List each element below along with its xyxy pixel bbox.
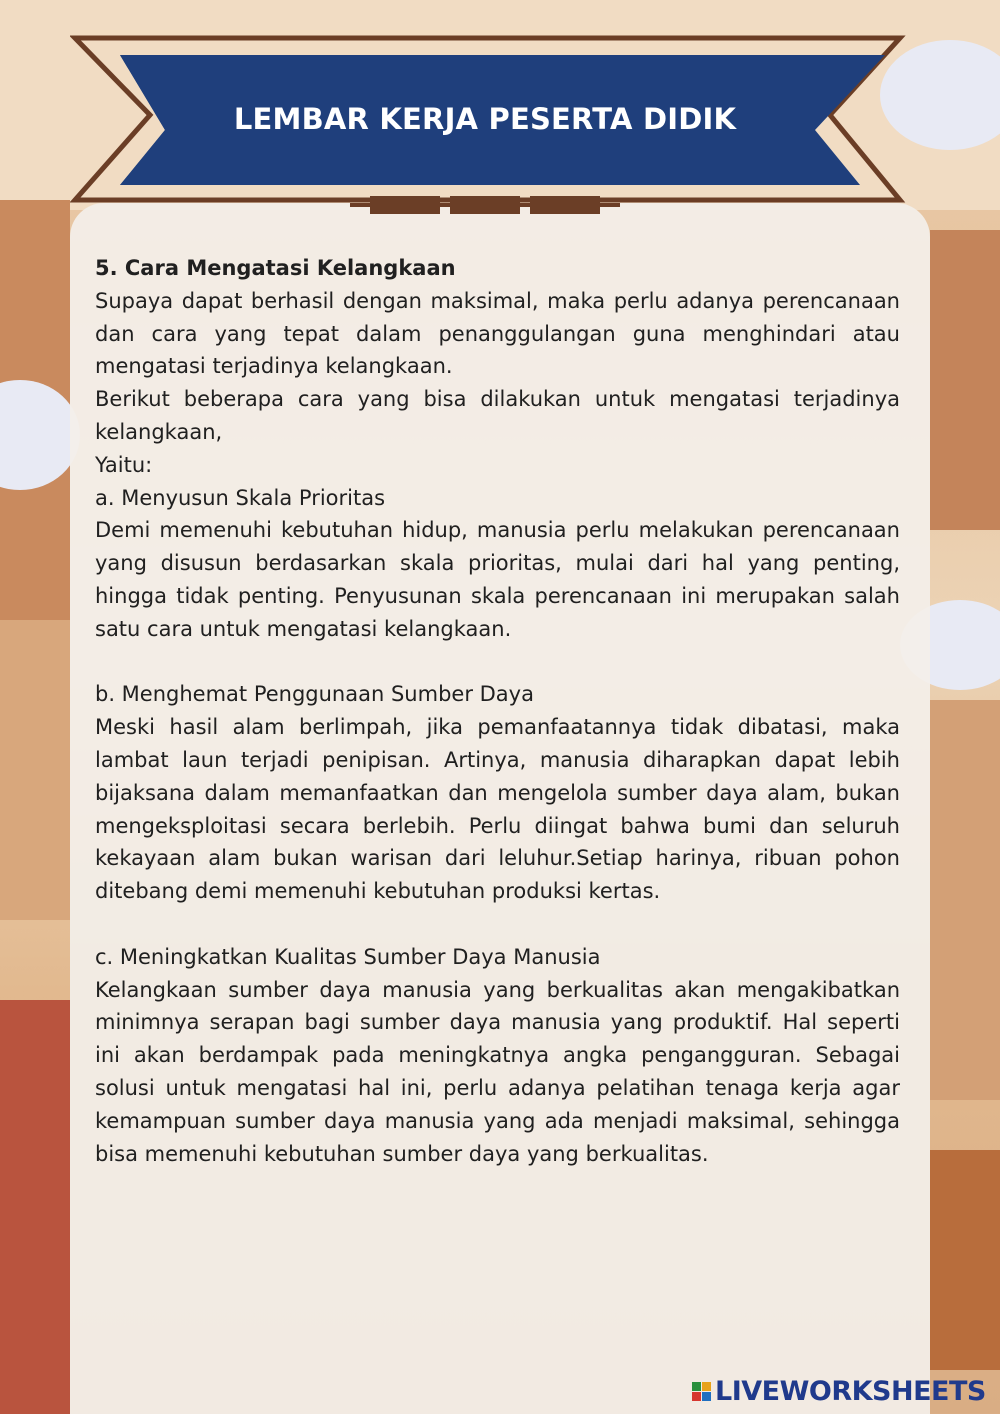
intro-paragraph: Supaya dapat berhasil dengan maksimal, maka perlu adanya perencanaan dan cara yang tepat dalam penanggulangan guna menghindari atau mengatasi terjadinya kelangkaan. (95, 288, 900, 379)
yaitu-label: Yaitu: (95, 452, 153, 477)
title-banner (70, 30, 930, 220)
lead-paragraph: Berikut beberapa cara yang bisa dilakukan untuk mengatasi terjadinya kelangkaan, (95, 387, 900, 444)
background-figure-left (0, 1000, 70, 1414)
subsection-title-c: c. Meningkatkan Kualitas Sumber Daya Manusia (95, 944, 601, 969)
subsection-title-a: a. Menyusun Skala Prioritas (95, 485, 386, 510)
subsection-body-a: Demi memenuhi kebutuhan hidup, manusia perlu melakukan perencanaan yang disusun berdasarkan skala prioritas, mulai dari hal yang penting, hingga tidak penting. Penyusunan skala perencanaan ini merupakan salah satu cara untuk mengatasi kelangkaan. (95, 518, 900, 641)
liveworksheets-brand-text: LIVEWORKSHEETS (715, 1375, 986, 1407)
section-heading: 5. Cara Mengatasi Kelangkaan (95, 256, 456, 280)
worksheet-content (95, 252, 900, 1170)
background-building-right (930, 230, 1000, 530)
paragraph-spacer (95, 646, 900, 679)
subsection-title-b: b. Menghemat Penggunaan Sumber Daya (95, 682, 534, 707)
background-stall-right (930, 1150, 1000, 1370)
paragraph-spacer (95, 908, 900, 941)
background-building-right-lower (930, 700, 1000, 1100)
liveworksheets-logo-icon (692, 1382, 711, 1401)
background-building-left-lower (0, 620, 70, 920)
subsection-body-c: Kelangkaan sumber daya manusia yang berkualitas akan mengakibatkan minimnya serapan bagi sumber daya manusia yang produktif. Hal seperti ini akan berdampak pada meningkatnya angka pengangguran. Sebagai solusi untuk mengatasi hal ini, perlu adanya pelatihan tenaga kerja agar kemampuan sumber daya manusia yang ada menjadi maksimal, sehingga bisa memenuhi kebutuhan sumber daya yang berkualitas. (95, 977, 900, 1166)
banner-title: LEMBAR KERJA PESERTA DIDIK (233, 102, 737, 136)
liveworksheets-logo[interactable] (692, 1375, 986, 1407)
subsection-body-b: Meski hasil alam berlimpah, jika pemanfaatannya tidak dibatasi, maka lambat laun terjadi penipisan. Artinya, manusia diharapkan dapat lebih bijaksana dalam memanfaatkan dan mengelola sumber daya alam, bukan mengeksploitasi secara berlebih. Perlu diingat bahwa bumi dan seluruh kekayaan alam bukan warisan dari leluhur.Setiap harinya, ribuan pohon ditebang demi memenuhi kebutuhan produksi kertas. (95, 715, 900, 904)
